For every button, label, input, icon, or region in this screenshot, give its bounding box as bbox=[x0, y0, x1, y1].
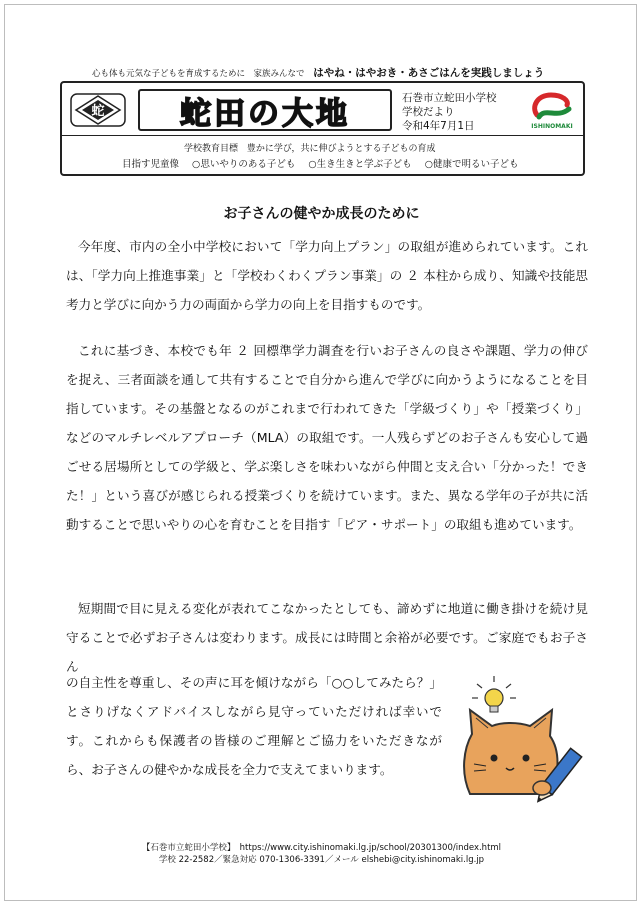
city-logo bbox=[527, 89, 577, 133]
ideal-child-item: ○生き生きと学ぶ子ども bbox=[308, 159, 412, 170]
education-goal-text: 豊かに学び，共に伸びようとする子どもの育成 bbox=[246, 144, 436, 154]
city-logo-icon bbox=[527, 89, 577, 123]
slogan bbox=[92, 65, 572, 80]
article-heading: お子さんの健やか成長のために bbox=[223, 206, 420, 222]
newsletter-name: 学校だより bbox=[402, 106, 455, 118]
education-goal bbox=[184, 141, 436, 154]
footer-contact-url: 【石巻市立蛇田小学校】 https://www.city.ishinomaki.lg.jp/school/20301300/index.html bbox=[141, 843, 502, 853]
ideal-child-label: 目指す児童像 bbox=[122, 159, 180, 170]
footer-contact-phone: 学校 22-2582／緊急対応 070-1306-3391／メール elshebi@city.ishinomaki.lg.jp bbox=[158, 855, 485, 865]
slogan-small: 心も体も元気な子どもを育成するために 家族みんなで bbox=[92, 69, 305, 79]
article-paragraph: これに基づき、本校でも年 ２ 回標準学力調査を行いお子さんの良さや課題、学力の伸びを捉え、三者面談を通して共有することで自分から進んで学びに向かうようになることを目指しています。その基盤となるのがこれまで行われてきた「学級づくり」や「授業づくり」などのマルチレベルアプローチ（MLA）の取組です。一人残らずどのお子さんも安心して過ごせる居場所としての学級と、学ぶ楽しさを味わいながら仲間と支え合い「分かった！できた！」という喜びが感じられる授業づくりを続けています。また、異なる学年の子が共に活動することで思いやりの心を育むことを目指す「ピア・サポート」の取組も進めています。 bbox=[66, 343, 589, 532]
masthead bbox=[60, 81, 585, 176]
seal-text: 蛇 bbox=[91, 104, 105, 119]
issue-date: 令和4年7月1日 bbox=[402, 120, 475, 132]
newsletter-title: 蛇田の大地 bbox=[180, 95, 350, 132]
city-logo-label: ISHINOMAKI bbox=[531, 123, 573, 130]
slogan-bold: はやね・はやおき・あさごはんを実践しましょう bbox=[313, 67, 545, 79]
article-paragraph: の自主性を尊重し、その声に耳を傾けながら「○○してみたら？」とさりげなくアドバイスしながら見守っていただければ幸いです。これからも保護者の皆様のご理解とご協力をいただきながら、お子さんの健やかな成長を全力で支えてまいります。 bbox=[66, 675, 442, 777]
footer bbox=[0, 842, 643, 866]
school-seal-icon bbox=[70, 93, 126, 127]
header-divider bbox=[62, 135, 583, 136]
article-paragraph: 短期間で目に見える変化が表れてこなかったとしても、諦めずに地道に働き掛けを続け見守ることで必ずお子さんは変わります。成長には時間と余裕が必要です。ご家庭でもお子さん bbox=[66, 601, 588, 674]
school-info bbox=[402, 91, 497, 133]
school-name: 石巻市立蛇田小学校 bbox=[402, 92, 497, 104]
article-paragraph: 今年度、市内の全小中学校において「学力向上プラン」の取組が進められています。これは、「学力向上推進事業」と「学校わくわくプラン事業」の ２ 本柱から成り、知識や技能思考力と学びに向かう力の両面から学力の向上を目指すものです。 bbox=[66, 239, 588, 312]
ideal-child-item: ○健康で明るい子ども bbox=[424, 159, 519, 170]
ideal-child-item: ○思いやりのある子ども bbox=[192, 159, 296, 170]
title-frame bbox=[138, 89, 392, 131]
cat-illustration-icon bbox=[456, 676, 586, 812]
ideal-child bbox=[122, 156, 519, 170]
lightbulb-icon bbox=[472, 676, 516, 712]
education-goal-label: 学校教育目標 bbox=[184, 144, 239, 154]
